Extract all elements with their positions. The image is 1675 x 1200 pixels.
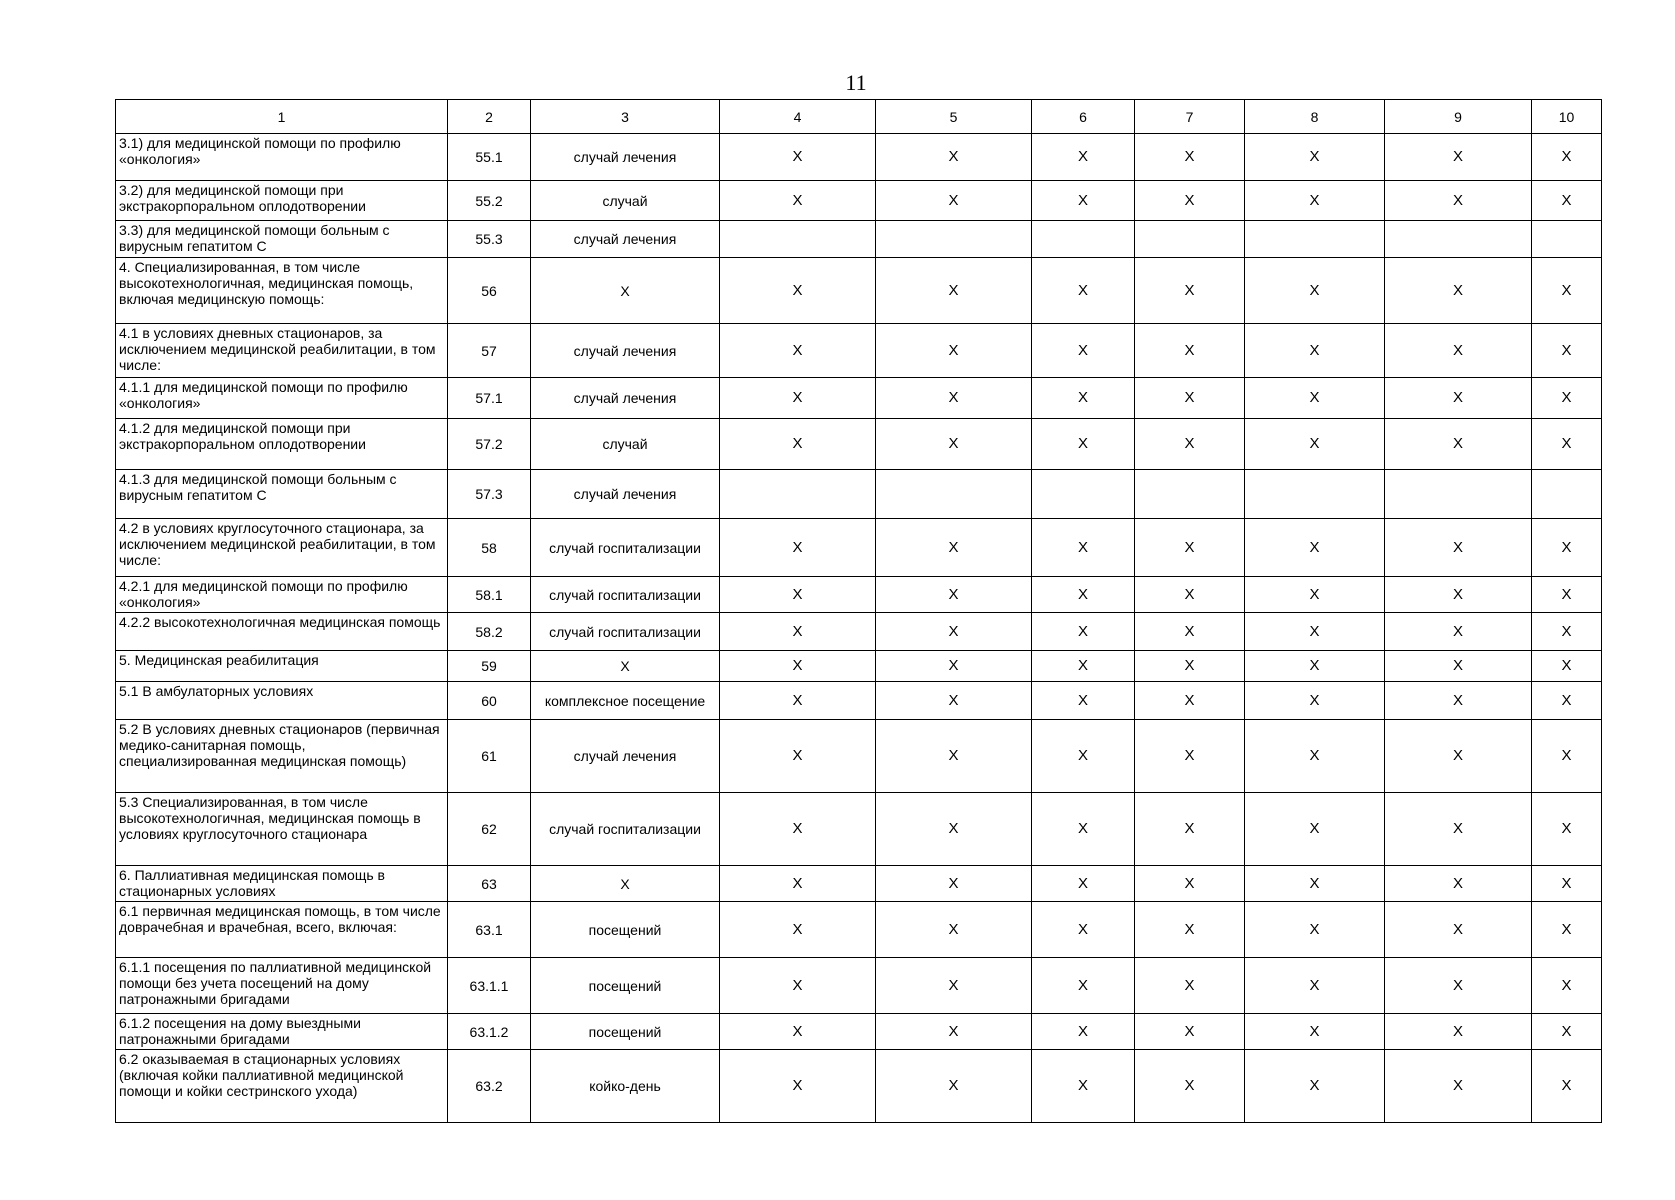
row-cell: X xyxy=(1385,866,1532,902)
column-header: 1 xyxy=(116,100,448,134)
row-cell: X xyxy=(1135,519,1245,577)
row-cell: X xyxy=(1032,324,1135,378)
table-row xyxy=(116,221,1602,258)
row-cell: X xyxy=(1245,958,1385,1014)
row-cell: X xyxy=(1135,720,1245,793)
row-unit: X xyxy=(531,258,720,324)
row-cell: X xyxy=(876,378,1032,419)
row-label: 6.2 оказываемая в стационарных условиях (включая койки паллиативной медицинской помощи и койки сестринского ухода) xyxy=(116,1050,448,1123)
row-cell: X xyxy=(1385,324,1532,378)
row-cell: X xyxy=(1532,682,1602,720)
row-cell: X xyxy=(720,378,876,419)
data-table xyxy=(115,99,1602,1123)
row-cell: X xyxy=(1135,682,1245,720)
row-cell: X xyxy=(1245,419,1385,470)
row-cell: X xyxy=(1032,1014,1135,1050)
row-cell: X xyxy=(1245,902,1385,958)
row-cell: X xyxy=(1385,958,1532,1014)
row-code: 55.2 xyxy=(448,181,531,221)
row-cell: X xyxy=(876,258,1032,324)
table-row xyxy=(116,577,1602,613)
row-cell: X xyxy=(1245,1014,1385,1050)
row-unit: случай лечения xyxy=(531,470,720,519)
row-cell: X xyxy=(1532,324,1602,378)
table-row xyxy=(116,793,1602,866)
row-cell xyxy=(1532,221,1602,258)
row-cell: X xyxy=(720,324,876,378)
row-cell: X xyxy=(1135,1050,1245,1123)
row-label: 5.2 В условиях дневных стационаров (первичная медико-санитарная помощь, специализированная медицинская помощь) xyxy=(116,720,448,793)
table-row xyxy=(116,324,1602,378)
table-row xyxy=(116,902,1602,958)
row-cell: X xyxy=(1245,613,1385,651)
row-cell xyxy=(720,470,876,519)
row-cell: X xyxy=(720,258,876,324)
row-cell: X xyxy=(1532,419,1602,470)
row-code: 60 xyxy=(448,682,531,720)
row-cell: X xyxy=(1385,613,1532,651)
row-cell: X xyxy=(876,651,1032,682)
row-unit: случай лечения xyxy=(531,720,720,793)
row-cell: X xyxy=(720,1014,876,1050)
row-cell: X xyxy=(1245,1050,1385,1123)
row-cell: X xyxy=(720,181,876,221)
row-unit: случай госпитализации xyxy=(531,519,720,577)
row-cell: X xyxy=(1135,866,1245,902)
row-code: 63.1.2 xyxy=(448,1014,531,1050)
row-label: 6. Паллиативная медицинская помощь в стационарных условиях xyxy=(116,866,448,902)
row-label: 4. Специализированная, в том числе высокотехнологичная, медицинская помощь, включая медицинскую помощь: xyxy=(116,258,448,324)
row-cell: X xyxy=(1245,651,1385,682)
row-cell: X xyxy=(720,651,876,682)
row-cell: X xyxy=(1385,902,1532,958)
column-header: 8 xyxy=(1245,100,1385,134)
row-cell: X xyxy=(1385,519,1532,577)
row-cell: X xyxy=(720,866,876,902)
row-label: 4.2.2 высокотехнологичная медицинская помощь xyxy=(116,613,448,651)
row-cell: X xyxy=(1245,866,1385,902)
row-cell: X xyxy=(720,720,876,793)
table-row xyxy=(116,378,1602,419)
row-cell: X xyxy=(1032,1050,1135,1123)
row-unit: случай госпитализации xyxy=(531,793,720,866)
row-cell: X xyxy=(876,613,1032,651)
row-cell: X xyxy=(720,793,876,866)
row-code: 56 xyxy=(448,258,531,324)
row-cell xyxy=(876,221,1032,258)
row-cell: X xyxy=(1032,577,1135,613)
row-cell: X xyxy=(1032,793,1135,866)
row-cell: X xyxy=(1135,613,1245,651)
row-unit: случай xyxy=(531,181,720,221)
row-cell: X xyxy=(720,519,876,577)
row-cell: X xyxy=(876,720,1032,793)
row-cell: X xyxy=(1385,419,1532,470)
table-row xyxy=(116,419,1602,470)
row-cell: X xyxy=(876,577,1032,613)
row-code: 57.3 xyxy=(448,470,531,519)
row-cell: X xyxy=(1245,519,1385,577)
row-cell: X xyxy=(1385,577,1532,613)
row-code: 62 xyxy=(448,793,531,866)
row-unit: случай лечения xyxy=(531,378,720,419)
table-row xyxy=(116,1014,1602,1050)
column-header: 7 xyxy=(1135,100,1245,134)
row-cell: X xyxy=(876,419,1032,470)
row-cell: X xyxy=(1245,720,1385,793)
row-unit: койко-день xyxy=(531,1050,720,1123)
row-cell: X xyxy=(1135,181,1245,221)
row-cell: X xyxy=(1032,902,1135,958)
row-cell: X xyxy=(1135,1014,1245,1050)
row-unit: X xyxy=(531,651,720,682)
row-cell: X xyxy=(720,134,876,181)
row-cell: X xyxy=(1532,181,1602,221)
table-row xyxy=(116,958,1602,1014)
row-unit: X xyxy=(531,866,720,902)
row-cell xyxy=(1135,470,1245,519)
row-cell xyxy=(1532,470,1602,519)
row-code: 58.2 xyxy=(448,613,531,651)
row-cell: X xyxy=(876,793,1032,866)
row-cell: X xyxy=(1532,902,1602,958)
row-cell: X xyxy=(1385,682,1532,720)
row-cell: X xyxy=(1135,134,1245,181)
column-header: 10 xyxy=(1532,100,1602,134)
row-cell: X xyxy=(1532,577,1602,613)
row-cell: X xyxy=(720,613,876,651)
row-cell: X xyxy=(1245,258,1385,324)
row-cell: X xyxy=(876,324,1032,378)
row-cell: X xyxy=(876,902,1032,958)
row-label: 6.1.1 посещения по паллиативной медицинской помощи без учета посещений на дому патронажными бригадами xyxy=(116,958,448,1014)
row-code: 57.1 xyxy=(448,378,531,419)
row-cell: X xyxy=(1532,378,1602,419)
row-code: 58.1 xyxy=(448,577,531,613)
row-cell: X xyxy=(1032,958,1135,1014)
column-header: 4 xyxy=(720,100,876,134)
row-cell: X xyxy=(1245,134,1385,181)
row-cell: X xyxy=(720,682,876,720)
row-cell xyxy=(1245,221,1385,258)
table-row xyxy=(116,682,1602,720)
table-row xyxy=(116,1050,1602,1123)
row-cell: X xyxy=(1032,519,1135,577)
row-cell: X xyxy=(1245,181,1385,221)
row-code: 57 xyxy=(448,324,531,378)
row-cell xyxy=(1245,470,1385,519)
row-cell: X xyxy=(1532,651,1602,682)
row-cell: X xyxy=(1032,613,1135,651)
row-code: 63.2 xyxy=(448,1050,531,1123)
row-unit: посещений xyxy=(531,958,720,1014)
row-code: 61 xyxy=(448,720,531,793)
row-cell: X xyxy=(1135,324,1245,378)
row-label: 6.1 первичная медицинская помощь, в том числе доврачебная и врачебная, всего, включая: xyxy=(116,902,448,958)
row-cell: X xyxy=(1135,258,1245,324)
row-code: 55.1 xyxy=(448,134,531,181)
table-row xyxy=(116,519,1602,577)
row-label: 3.3) для медицинской помощи больным с вирусным гепатитом С xyxy=(116,221,448,258)
row-cell xyxy=(1385,221,1532,258)
row-cell: X xyxy=(720,902,876,958)
row-cell: X xyxy=(1245,324,1385,378)
column-header: 6 xyxy=(1032,100,1135,134)
row-cell: X xyxy=(1532,258,1602,324)
row-code: 58 xyxy=(448,519,531,577)
row-cell: X xyxy=(720,1050,876,1123)
table-row xyxy=(116,470,1602,519)
row-cell: X xyxy=(876,1014,1032,1050)
column-header: 9 xyxy=(1385,100,1532,134)
row-cell: X xyxy=(1245,682,1385,720)
table-row xyxy=(116,134,1602,181)
row-label: 3.1) для медицинской помощи по профилю «онкология» xyxy=(116,134,448,181)
row-label: 6.1.2 посещения на дому выездными патронажными бригадами xyxy=(116,1014,448,1050)
row-cell: X xyxy=(1245,577,1385,613)
row-code: 63.1 xyxy=(448,902,531,958)
row-cell: X xyxy=(1245,793,1385,866)
row-cell: X xyxy=(1385,1014,1532,1050)
row-cell: X xyxy=(1532,866,1602,902)
row-cell: X xyxy=(1135,577,1245,613)
row-cell: X xyxy=(1245,378,1385,419)
row-cell: X xyxy=(876,866,1032,902)
row-cell xyxy=(876,470,1032,519)
row-cell: X xyxy=(1532,613,1602,651)
row-cell: X xyxy=(1385,134,1532,181)
row-label: 5.1 В амбулаторных условиях xyxy=(116,682,448,720)
row-cell xyxy=(720,221,876,258)
row-unit: случай лечения xyxy=(531,221,720,258)
row-cell: X xyxy=(1385,720,1532,793)
row-unit: случай лечения xyxy=(531,134,720,181)
row-cell: X xyxy=(1532,720,1602,793)
row-cell xyxy=(1135,221,1245,258)
row-cell: X xyxy=(1532,793,1602,866)
row-code: 57.2 xyxy=(448,419,531,470)
row-cell: X xyxy=(1135,419,1245,470)
row-unit: посещений xyxy=(531,1014,720,1050)
row-cell: X xyxy=(876,181,1032,221)
table-row xyxy=(116,258,1602,324)
row-cell: X xyxy=(876,958,1032,1014)
row-unit: случай лечения xyxy=(531,324,720,378)
row-cell: X xyxy=(1385,181,1532,221)
row-cell: X xyxy=(1135,793,1245,866)
row-cell: X xyxy=(1032,651,1135,682)
row-code: 63.1.1 xyxy=(448,958,531,1014)
row-cell: X xyxy=(1032,866,1135,902)
header-row xyxy=(116,100,1602,134)
row-cell: X xyxy=(1135,378,1245,419)
row-cell: X xyxy=(1135,902,1245,958)
row-cell: X xyxy=(1032,181,1135,221)
row-cell: X xyxy=(876,134,1032,181)
row-cell: X xyxy=(1385,651,1532,682)
row-label: 5.3 Специализированная, в том числе высокотехнологичная, медицинская помощь в условиях круглосуточного стационара xyxy=(116,793,448,866)
row-cell: X xyxy=(1032,419,1135,470)
row-cell: X xyxy=(1385,258,1532,324)
row-cell: X xyxy=(720,958,876,1014)
row-code: 59 xyxy=(448,651,531,682)
row-cell: X xyxy=(1385,1050,1532,1123)
column-header: 2 xyxy=(448,100,531,134)
row-cell xyxy=(1032,221,1135,258)
row-label: 4.1.1 для медицинской помощи по профилю «онкология» xyxy=(116,378,448,419)
table-row xyxy=(116,866,1602,902)
column-header: 3 xyxy=(531,100,720,134)
row-code: 55.3 xyxy=(448,221,531,258)
row-cell: X xyxy=(1532,134,1602,181)
row-unit: случай госпитализации xyxy=(531,577,720,613)
row-cell: X xyxy=(1532,958,1602,1014)
row-cell xyxy=(1385,470,1532,519)
row-cell: X xyxy=(1032,134,1135,181)
row-unit: случай госпитализации xyxy=(531,613,720,651)
row-label: 4.2 в условиях круглосуточного стационара, за исключением медицинской реабилитации, в том числе: xyxy=(116,519,448,577)
row-label: 4.1 в условиях дневных стационаров, за исключением медицинской реабилитации, в том числе: xyxy=(116,324,448,378)
table-row xyxy=(116,720,1602,793)
row-cell: X xyxy=(1032,682,1135,720)
row-cell: X xyxy=(1532,1050,1602,1123)
row-cell: X xyxy=(1032,378,1135,419)
row-code: 63 xyxy=(448,866,531,902)
table-row xyxy=(116,613,1602,651)
row-unit: посещений xyxy=(531,902,720,958)
row-cell: X xyxy=(876,519,1032,577)
row-cell: X xyxy=(1135,958,1245,1014)
row-unit: комплексное посещение xyxy=(531,682,720,720)
row-cell: X xyxy=(1032,720,1135,793)
row-unit: случай xyxy=(531,419,720,470)
row-cell: X xyxy=(1385,793,1532,866)
row-label: 4.1.3 для медицинской помощи больным с вирусным гепатитом С xyxy=(116,470,448,519)
column-header: 5 xyxy=(876,100,1032,134)
table-row xyxy=(116,651,1602,682)
row-label: 5. Медицинская реабилитация xyxy=(116,651,448,682)
row-cell: X xyxy=(1532,1014,1602,1050)
row-label: 4.2.1 для медицинской помощи по профилю «онкология» xyxy=(116,577,448,613)
row-cell: X xyxy=(876,682,1032,720)
row-cell: X xyxy=(876,1050,1032,1123)
row-cell: X xyxy=(720,577,876,613)
row-cell: X xyxy=(1032,258,1135,324)
row-cell: X xyxy=(1532,519,1602,577)
table-row xyxy=(116,181,1602,221)
row-cell: X xyxy=(1135,651,1245,682)
row-cell: X xyxy=(1385,378,1532,419)
row-cell: X xyxy=(720,419,876,470)
page-number: 11 xyxy=(845,70,867,95)
row-label: 3.2) для медицинской помощи при экстракорпоральном оплодотворении xyxy=(116,181,448,221)
row-label: 4.1.2 для медицинской помощи при экстракорпоральном оплодотворении xyxy=(116,419,448,470)
row-cell xyxy=(1032,470,1135,519)
